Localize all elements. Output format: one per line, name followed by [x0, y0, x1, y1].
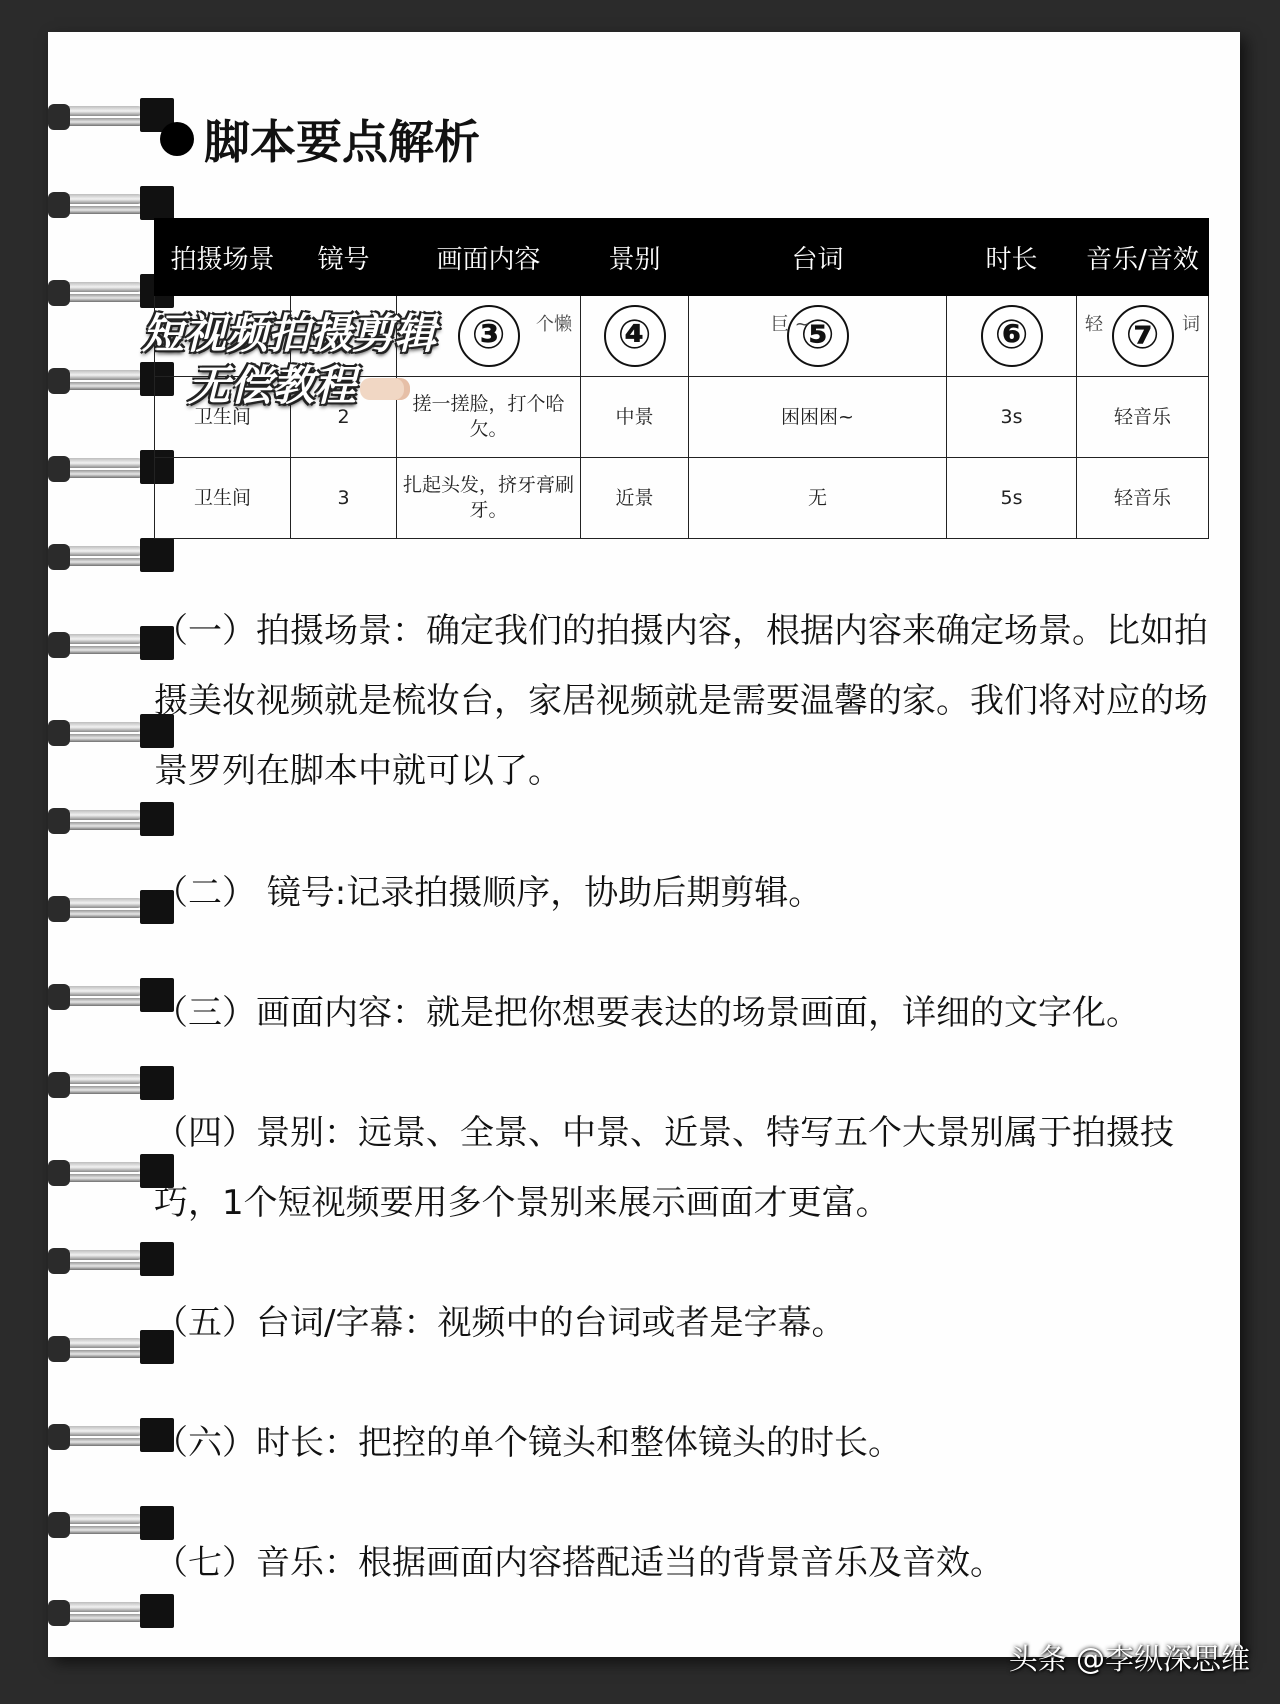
cell-fragment: 巨 ~: [771, 314, 810, 335]
table-cell: 卫生间: [155, 458, 291, 539]
table-cell: 扎起头发，挤牙膏刷牙。: [397, 458, 581, 539]
overlay-line-2-wrap: [142, 360, 482, 412]
table-cell: 轻音乐: [1077, 377, 1209, 458]
table-cell: [1077, 296, 1209, 377]
table-cell: 2: [291, 377, 397, 458]
section-item: （二） 镜号:记录拍摄顺序，协助后期剪辑。: [154, 873, 823, 913]
cell-fragment: 个懒: [536, 314, 572, 335]
column-header: 镜号: [291, 219, 397, 296]
table-cell: 困困困~: [689, 377, 947, 458]
page-title-text: 脚本要点解析: [204, 115, 480, 169]
marker-6: ⑥: [981, 305, 1043, 367]
column-header: 音乐/音效: [1077, 219, 1209, 296]
spacer: [154, 1358, 1214, 1408]
table-cell: 搓一搓脸，打个哈欠。: [397, 377, 581, 458]
explanation-list: [154, 596, 1214, 1598]
section-item: （六）时长：把控的单个镜头和整体镜头的时长。: [154, 1423, 902, 1463]
spacer: [154, 1238, 1214, 1288]
column-header: 景别: [581, 219, 689, 296]
section-item: （七）音乐：根据画面内容搭配适当的背景音乐及音效。: [154, 1543, 1004, 1583]
table-cell: 卫生间: [155, 377, 291, 458]
table-cell: 近景: [581, 458, 689, 539]
table-cell: 3s: [947, 377, 1077, 458]
table-cell: 轻音乐: [1077, 458, 1209, 539]
marker-7: ⑦: [1112, 305, 1174, 367]
spiral-ring: [48, 92, 178, 138]
cell-fragment: 词: [1182, 314, 1200, 335]
marker-4: ④: [604, 305, 666, 367]
bullet-icon: [160, 122, 194, 156]
marker-5: ⑤: [787, 305, 849, 367]
table-cell: 中景: [581, 377, 689, 458]
overlay-line-1: 短视频拍摄剪辑: [142, 309, 437, 358]
page-title: [160, 106, 480, 172]
overlay-caption: [142, 308, 482, 412]
spacer: [154, 928, 1214, 978]
table-cell: [581, 296, 689, 377]
section-item: （四）景别：远景、全景、中景、近景、特写五个大景别属于拍摄技巧，1个短视频要用多个景别来展示画面才更富。: [154, 1113, 1174, 1223]
section-item: （一）拍摄场景：确定我们的拍摄内容，根据内容来确定场景。比如拍摄美妆视频就是梳妆台，家居视频就是需要温馨的家。我们将对应的场景罗列在脚本中就可以了。: [154, 611, 1208, 791]
pointing-hand-icon: [360, 378, 410, 400]
overlay-line-2: 无偿教程: [188, 361, 357, 410]
column-header: 拍摄场景: [155, 219, 291, 296]
table-row: [155, 458, 1209, 539]
table-cell: [947, 296, 1077, 377]
table-cell: [689, 296, 947, 377]
table-cell: 5s: [947, 458, 1077, 539]
column-header: 画面内容: [397, 219, 581, 296]
table-cell: 无: [689, 458, 947, 539]
table-header-row: [155, 219, 1209, 296]
spacer: [154, 1048, 1214, 1098]
section-item: （五）台词/字幕：视频中的台词或者是字幕。: [154, 1303, 846, 1343]
column-header: 时长: [947, 219, 1077, 296]
watermark: 头条 @李纵深思维: [1008, 1642, 1250, 1676]
marker-3: ③: [458, 305, 520, 367]
cell-fragment: 轻: [1085, 314, 1103, 335]
table-cell: 3: [291, 458, 397, 539]
column-header: 台词: [689, 219, 947, 296]
section-item: （三）画面内容：就是把你想要表达的场景画面，详细的文字化。: [154, 993, 1140, 1033]
spacer: [154, 1478, 1214, 1528]
